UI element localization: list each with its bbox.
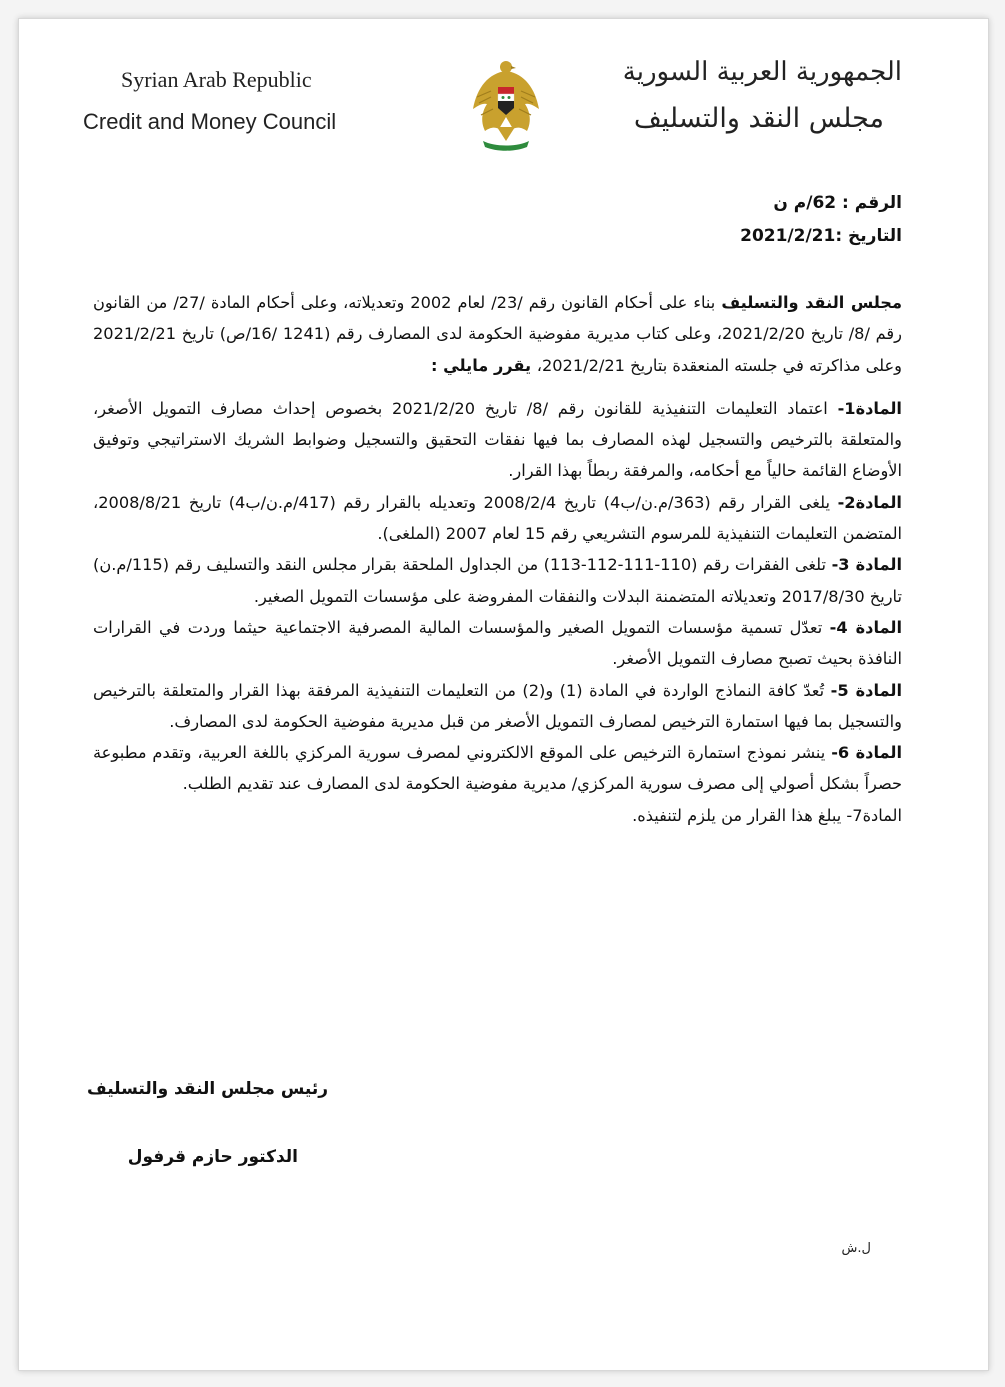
decision-meta bbox=[740, 187, 902, 253]
intro-lead: مجلس النقد والتسليف bbox=[721, 293, 902, 312]
signatory-title: رئيس مجلس النقد والتسليف bbox=[87, 1079, 328, 1099]
typist-initials: ل.ش bbox=[841, 1241, 871, 1256]
signatory-name: الدكتور حازم قرفول bbox=[127, 1147, 298, 1167]
article-label: المادة2- bbox=[837, 492, 902, 512]
article-6 bbox=[93, 737, 902, 800]
article-label: المادة1- bbox=[837, 398, 902, 418]
article-label: المادة 4- bbox=[829, 617, 902, 637]
syrian-eagle-emblem bbox=[469, 57, 543, 153]
letterhead-council-ar: مجلس النقد والتسليف bbox=[633, 103, 884, 134]
letterhead-country-ar: الجمهورية العربية السورية bbox=[622, 57, 902, 87]
article-1 bbox=[93, 393, 902, 487]
article-text: تلغى الفقرات رقم (110-111-112-113) من الجداول الملحقة بقرار مجلس النقد والتسليف رقم (115/م.ن) تاريخ 2017/8/30 وتعديلاته المتضمنة البدلات والنفقات المفروضة على مؤسسات التمويل الصغير. bbox=[93, 555, 902, 606]
article-text: اعتماد التعليمات التنفيذية للقانون رقم /8/ تاريخ 2021/2/20 بخصوص إحداث مصارف التمويل الأصغر، والمتعلقة بالترخيص والتسجيل لهذه المصارف بما فيها نفقات التحقيق والتسجيل وضوابط الشريك الاستراتيجي وتوفيق الأوضاع القائمة حالياً مع أحكامه، والمرفقة ربطاً بهذا القرار. bbox=[93, 398, 902, 481]
intro-paragraph bbox=[93, 287, 902, 381]
letterhead-council-en: Credit and Money Council bbox=[83, 109, 337, 134]
document-page bbox=[18, 18, 989, 1371]
article-2 bbox=[93, 487, 902, 550]
article-text: يلغى القرار رقم (363/م.ن/ب4) تاريخ 2008/2/4 وتعديله بالقرار رقم (417/م.ن/ب4) تاريخ 2008/8/21، المتضمن التعليمات التنفيذية للمرسوم التشريعي رقم 15 لعام 2007 (الملغى). bbox=[93, 492, 902, 544]
decision-date: التاريخ :2021/2/21 bbox=[740, 226, 902, 246]
decision-body bbox=[93, 287, 902, 831]
article-label: المادة 6- bbox=[831, 743, 902, 763]
article-3 bbox=[93, 549, 902, 612]
article-7 bbox=[93, 800, 902, 831]
arabic-letterhead bbox=[623, 57, 902, 134]
article-4 bbox=[93, 612, 902, 675]
letterhead-country-en: Syrian Arab Republic bbox=[121, 67, 312, 92]
intro-text: بناء على أحكام القانون رقم /23/ لعام 2002 وتعديلاته، وعلى أحكام المادة /27/ من القانون رقم /8/ تاريخ 2021/2/20، وعلى كتاب مديرية مفوضية الحكومة لدى المصارف رقم (1241 /16/ص) تاريخ 2021/2/21 وعلى مذاكرته في جلسته المنعقدة بتاريخ 2021/2/21، bbox=[93, 293, 902, 375]
decision-number: الرقم : 62/م ن bbox=[773, 193, 902, 213]
article-5 bbox=[93, 675, 902, 738]
article-label: المادة 3- bbox=[831, 555, 902, 575]
article-label: المادة 5- bbox=[830, 680, 903, 700]
article-text: ينشر نموذج استمارة الترخيص على الموقع الالكتروني لمصرف سورية المركزي باللغة العربية، وتقدم مطبوعة حصراً بشكل أصولي إلى مصرف سورية المركزي/ مديرية مفوضية الحكومة لدى المصارف عند تقديم الطلب. bbox=[93, 743, 902, 794]
article-label: المادة7- bbox=[846, 805, 902, 825]
article-text: تُعدّ كافة النماذج الواردة في المادة (1) و(2) من التعليمات التنفيذية المرفقة بهذا القرار والمتعلقة بالترخيص والتسجيل بما فيها استمارة الترخيص لمصارف التمويل الأصغر من قبل مديرية مفوضية الحكومة لدى المصارف. bbox=[93, 680, 902, 731]
intro-tail: يقرر مايلي : bbox=[431, 355, 537, 375]
article-text: يبلغ هذا القرار من يلزم لتنفيذه. bbox=[632, 805, 847, 825]
article-text: تعدّل تسمية مؤسسات التمويل الصغير والمؤسسات المالية المصرفية الاجتماعية حيثما وردت في القرارات النافذة بحيث تصبح مصارف التمويل الأصغر. bbox=[93, 617, 902, 669]
